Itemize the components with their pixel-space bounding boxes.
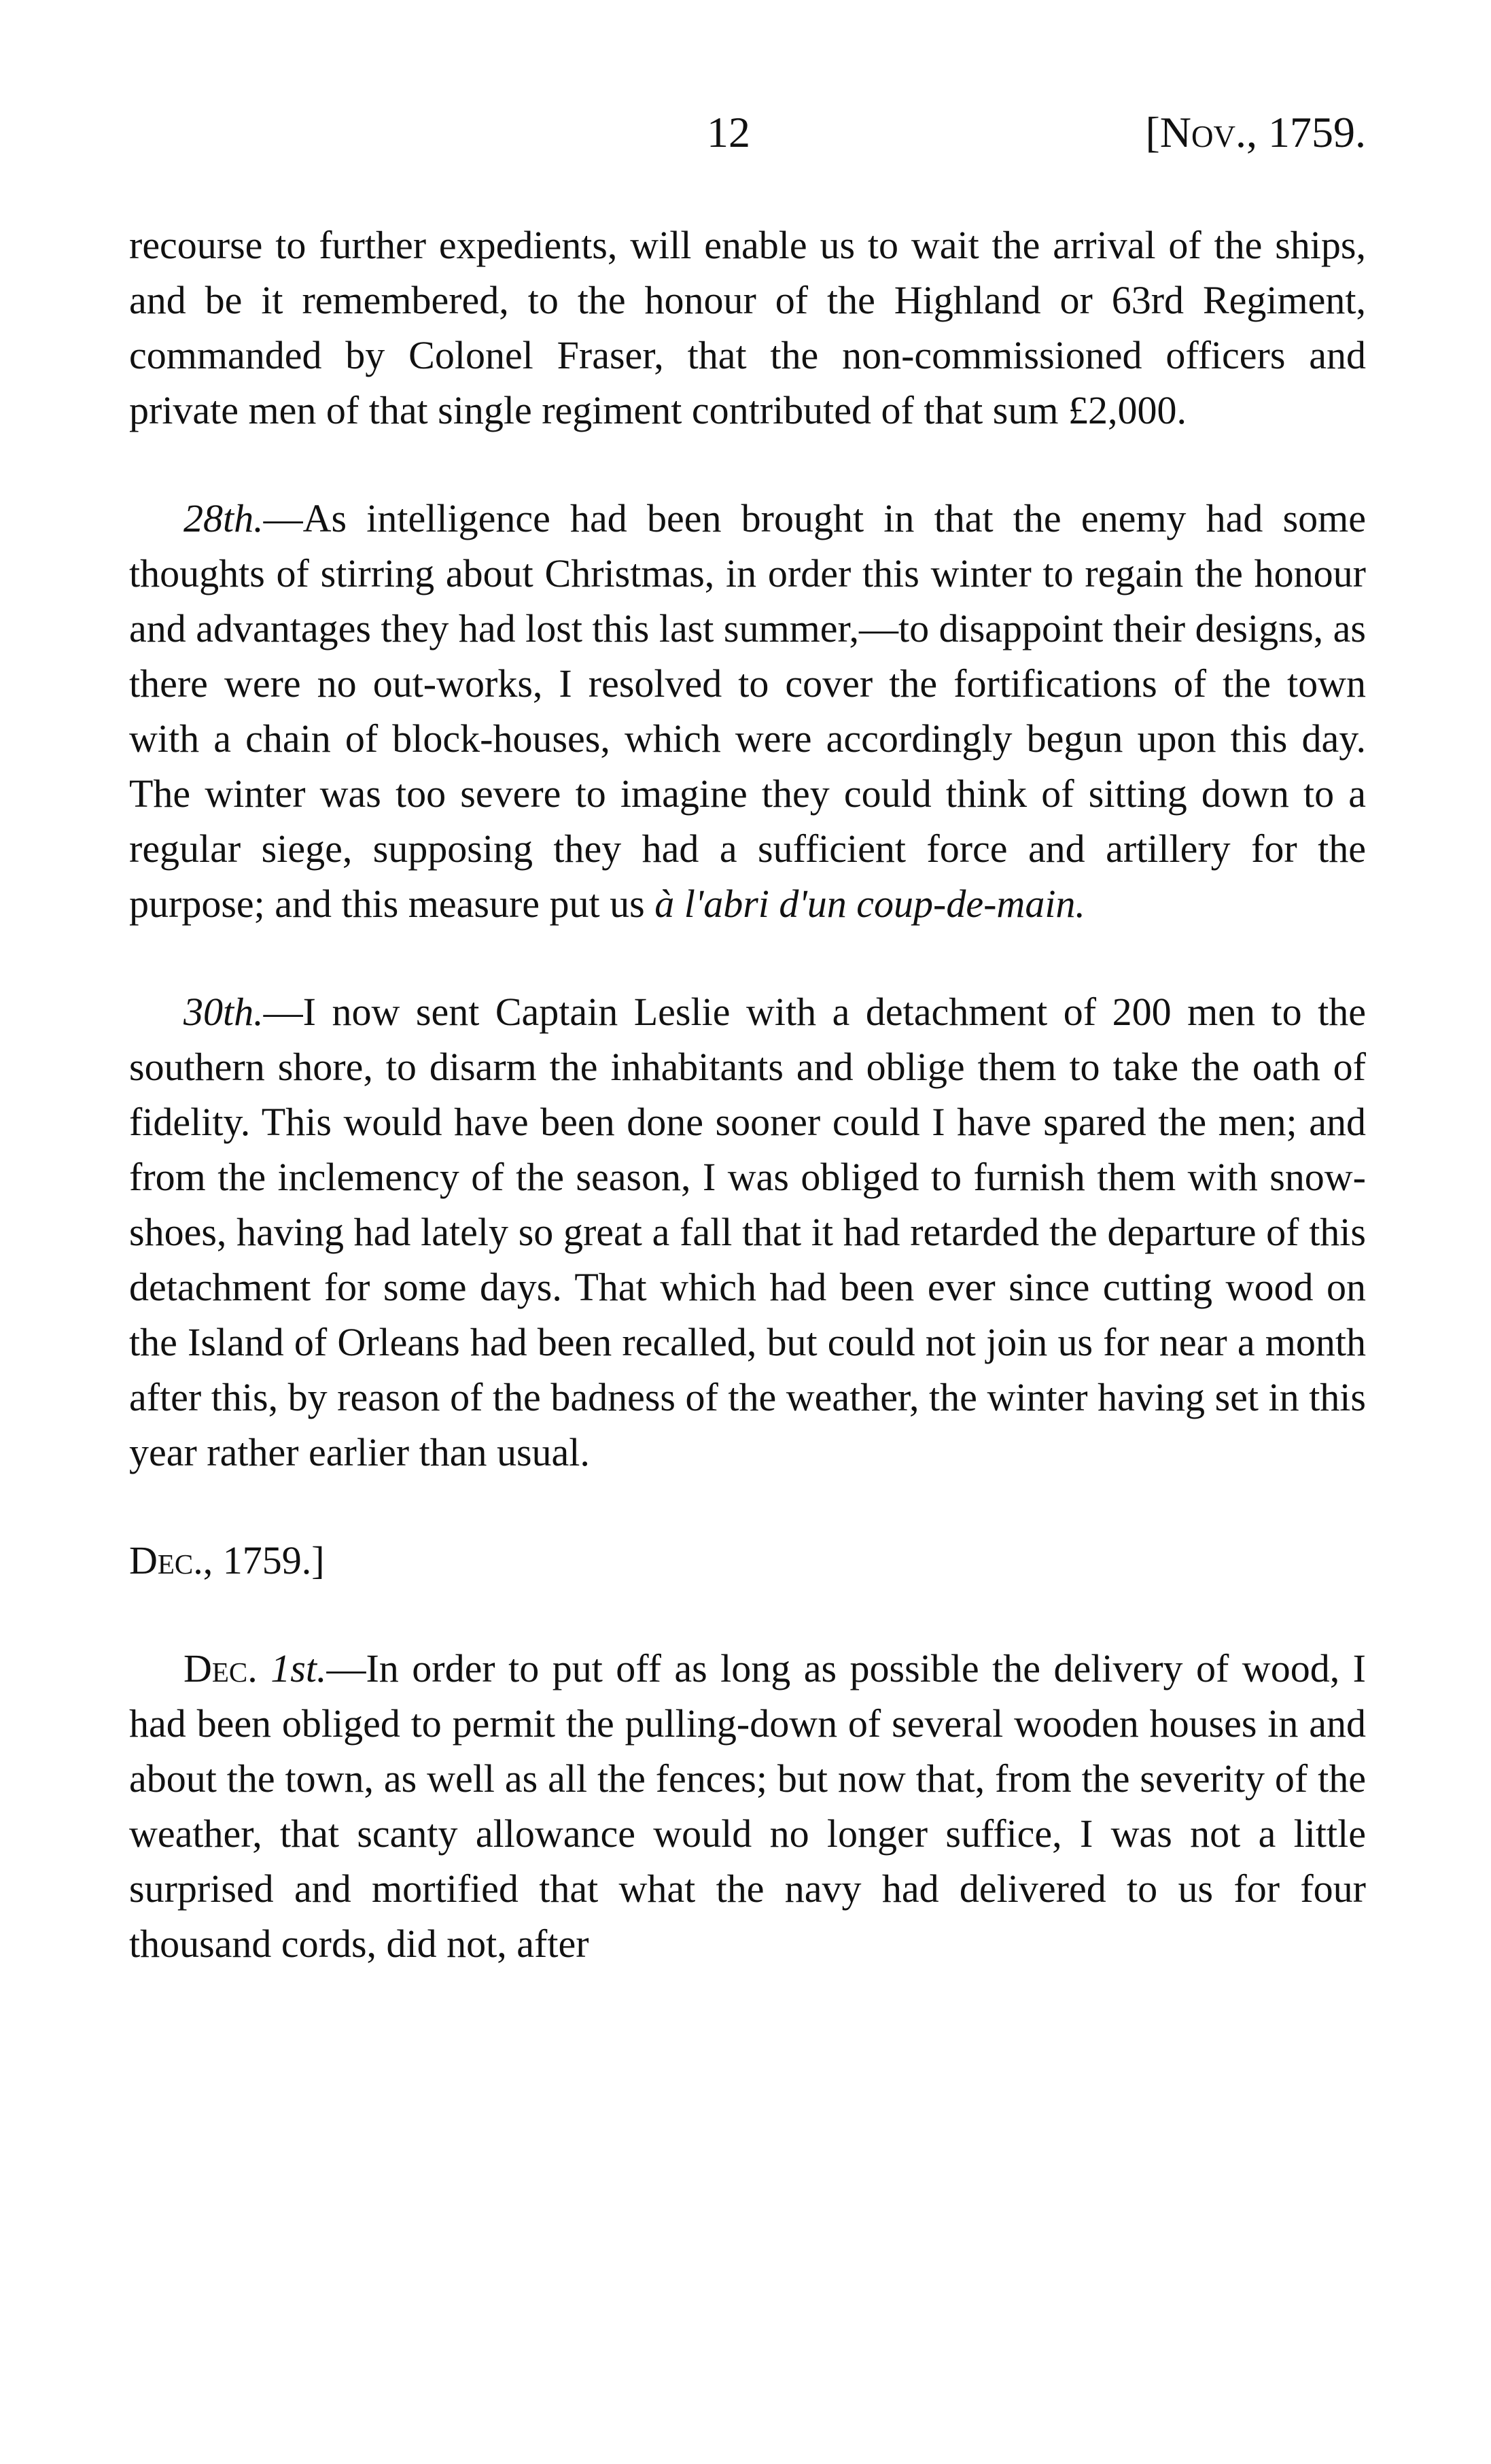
page-header bbox=[129, 102, 1366, 163]
page-number: 12 bbox=[707, 108, 750, 156]
entry-date-month: Dec. bbox=[183, 1646, 258, 1690]
paragraph-text: —I now sent Captain Leslie with a detachment of 200 men to the southern shore, to disarm the inhabitants and oblige them to take the oath of fidelity. This would have been done sooner could I have spared the men; and from the inclemency of the season, I was obliged to furnish them with snow-shoes, having had lately so great a fall that it had retarded the departure of this detachment for some days. That which had been ever since cutting wood on the Island of Orleans had been recalled, but could not join us for near a month after this, by reason of the badness of the weather, the winter having set in this year rather earlier than usual. bbox=[129, 990, 1366, 1474]
running-head-month: Nov. bbox=[1159, 108, 1246, 156]
paragraph-text: recourse to further expedients, will enable us to wait the arrival of the ships, and be it remembered, to the honour of the Highland or 63rd Regiment, commanded by Colonel Fraser, that the non-commissioned officers and private men of that single regiment contributed of that sum £2,000. bbox=[129, 223, 1366, 432]
entry-date: 28th. bbox=[183, 496, 264, 540]
section-heading bbox=[129, 1533, 1366, 1588]
paragraph-continuation bbox=[129, 218, 1366, 438]
entry-date-day: 1st. bbox=[257, 1646, 327, 1690]
running-head-bracket: [ bbox=[1145, 108, 1160, 156]
paragraph-dec-1st bbox=[129, 1641, 1366, 1971]
entry-date: 30th. bbox=[183, 990, 264, 1034]
paragraph-28th bbox=[129, 491, 1366, 931]
section-heading-month: Dec. bbox=[129, 1538, 203, 1582]
italic-phrase: à l'abri d'un coup-de-main. bbox=[654, 882, 1085, 926]
running-head-year: , 1759. bbox=[1246, 108, 1366, 156]
paragraph-text: —In order to put off as long as possible the delivery of wood, I had been obliged to permit the pulling-down of several wooden houses in and about the town, as well as all the fences; but now that, from the severity of the weather, that scanty allowance would no longer suffice, I was not a little surprised and mortified that what the navy had delivered to us for four thousand cords, did not, after bbox=[129, 1646, 1366, 1966]
book-page bbox=[129, 102, 1366, 2024]
body-text bbox=[129, 218, 1366, 1971]
section-heading-rest: , 1759.] bbox=[203, 1538, 325, 1582]
running-head bbox=[1145, 102, 1366, 163]
paragraph-text: —As intelligence had been brought in that the enemy had some thoughts of stirring about Christmas, in order this winter to regain the honour and advantages they had lost this last summer,—to disappoint their designs, as there were no out-works, I resolved to cover the fortifications of the town with a chain of block-houses, which were accordingly begun upon this day. The winter was too severe to imagine they could think of sitting down to a regular siege, supposing they had a sufficient force and artillery for the purpose; and this measure put us bbox=[129, 496, 1366, 926]
paragraph-30th bbox=[129, 984, 1366, 1480]
